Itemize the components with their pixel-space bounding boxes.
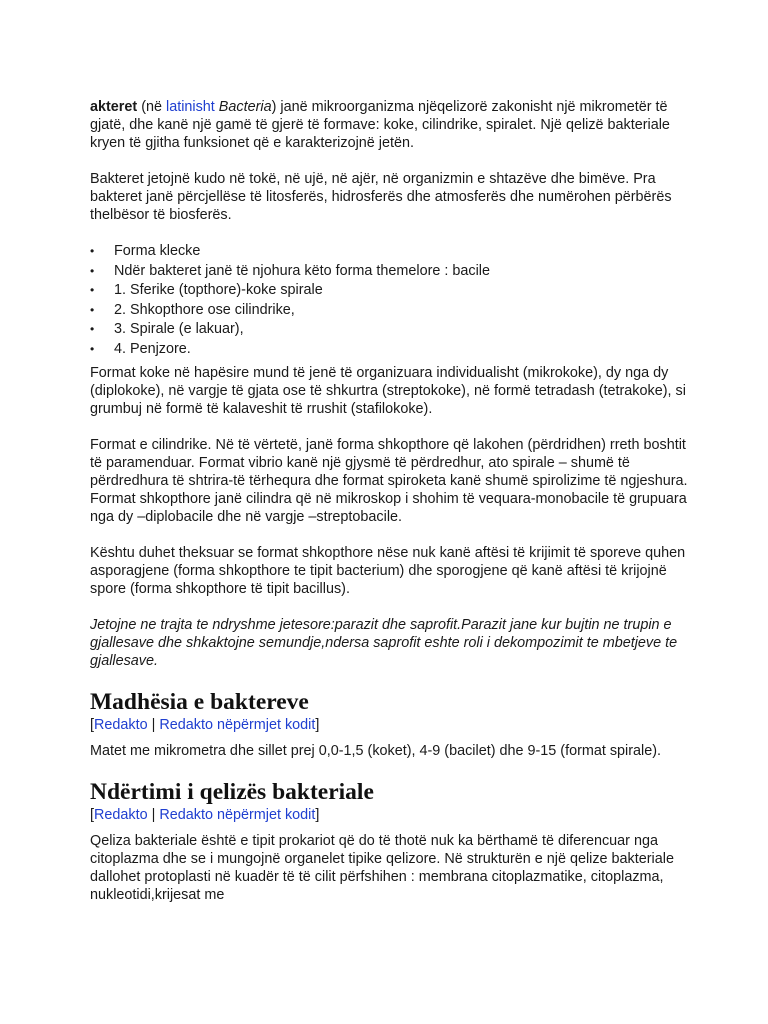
edit-source-link[interactable]: Redakto nëpërmjet kodit [159, 717, 316, 733]
habitat-paragraph: Bakteret jetojnë kudo në tokë, në ujë, në ajër, në organizmin e shtazëve dhe bimëve. Pra bakteret janë përcjellëse të litosferës, hidrosferës dhe atmosferës dhe numërohen përbërës thelbësor të biosferës. [90, 171, 672, 223]
intro-open: (në [137, 99, 166, 115]
coccus-paragraph: Format koke në hapësire mund të jenë të organizuara individualisht (mikrokoke), dy nga dy (diplokoke), në vargje të gjata ose të shkurtra (streptokoke), në formë tetradash (tetrakoke), si grumbuj në formë të kalaveshit të rrushit (stafilokoke). [90, 365, 686, 417]
latin-name: Bacteria [218, 99, 272, 115]
list-item: • 4. Penjzore. [90, 340, 690, 360]
list-item: • 3. Spirale (e lakuar), [90, 320, 690, 340]
cylindrical-paragraph: Format e cilindrike. Në të vërtetë, janë forma shkopthore që lakohen (përdridhen) rreth boshtit të paramenduar. Format vibrio kanë një gjysmë të përdredhur, ato spirale – shumë të përdredhura të shtrira-të tërhequra dhe format spiroketa kanë shumë spirolizime të ngjeshura. Format shkopthore janë cilindra që në mikroskop i shohim të vequara-monobacile të grupuara nga dy –diplobacile dhe në vargje –streptobacile. [90, 437, 688, 525]
document-page [90, 98, 690, 922]
spore-paragraph: Kështu duhet theksuar se format shkopthore nëse nuk kanë aftësi të krijimit të sporeve quhen asporagjene (forma shkopthore te tipit bacterium) dhe sporogjene që kanë aftësi të krijojnë spore (forma shkopthore të tipit bacillus). [90, 545, 686, 597]
bracket-open: [ [90, 717, 94, 733]
intro-rest: ) janë mikroorganizma njëqelizorë zakonisht një mikrometër të gjatë, dhe kanë një gamë të gjerë të formave: koke, cilindrike, spiralet. Një qelizë bakteriale kryen të gjitha funksionet që e karakterizojnë jetën. [90, 99, 670, 151]
edit-links-structure [90, 806, 690, 824]
edit-separator: | [147, 807, 160, 823]
edit-separator: | [147, 717, 160, 733]
structure-paragraph: Qeliza bakteriale është e tipit prokariot që do të thotë nuk ka bërthamë të diferencuar nga citoplazma dhe se i mungojnë organelet tipike qelizore. Në strukturën e një qelize bakteriale dallohet protoplasti në kuadër të të cilit përfshihen : membrana citoplazmatike, citoplazma, nukleotidi,krijesat me [90, 833, 674, 903]
list-item: • Ndër bakteret janë të njohura këto forma themelore : bacile [90, 262, 690, 282]
list-item: • 2. Shkopthore ose cilindrike, [90, 301, 690, 321]
intro-paragraph [90, 98, 690, 152]
edit-link[interactable]: Redakto [94, 717, 148, 733]
latin-link[interactable]: latinisht [166, 99, 215, 115]
edit-links-size [90, 716, 690, 734]
edit-source-link[interactable]: Redakto nëpërmjet kodit [159, 807, 316, 823]
edit-link[interactable]: Redakto [94, 807, 148, 823]
bracket-open: [ [90, 807, 94, 823]
bracket-close: ] [315, 807, 320, 823]
size-paragraph: Matet me mikrometra dhe sillet prej 0,0-1,5 (koket), 4-9 (bacilet) dhe 9-15 (format spirale). [90, 743, 662, 759]
lifestyle-paragraph: Jetojne ne trajta te ndryshme jetesore:parazit dhe saprofit.Parazit jane kur bujtin ne trupin e gjallesave dhe shkaktojne semundje,ndersa saprofit eshte roli i dekompozimit te mbetjeve te gjallesave. [90, 617, 678, 669]
bracket-close: ] [315, 717, 320, 733]
section-heading-structure: Ndërtimi i qelizës bakteriale [90, 779, 374, 805]
forms-list [90, 242, 690, 359]
list-item: • Forma klecke [90, 242, 690, 262]
section-heading-size: Madhësia e baktereve [90, 689, 309, 715]
list-item: • 1. Sferike (topthore)-koke spirale [90, 281, 690, 301]
intro-term: akteret [90, 99, 138, 115]
